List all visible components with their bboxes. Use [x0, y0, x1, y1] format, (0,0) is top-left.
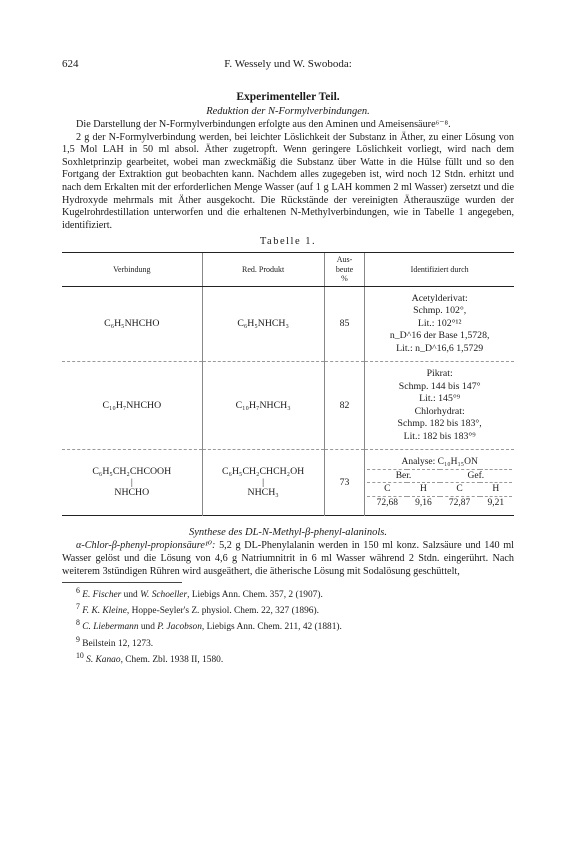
row1-ident-line: Lit.: 102°¹²: [417, 317, 462, 329]
section-subtitle: Reduktion der N-Formylverbindungen.: [206, 106, 370, 117]
footnote-author2: W. Schoeller: [140, 590, 188, 601]
footnote-text: und: [121, 590, 141, 601]
header-ausbeute-line3: %: [341, 274, 348, 284]
section-title: Experimenteller Teil.: [236, 91, 340, 103]
paragraph-procedure: 2 g der N-Formylverbindung werden, bei leichter Löslichkeit der Substanz in Äther, zu einer Lösung von 1,5 Mol LAH in 50 ml absol. Äther zugetropft. Wenn geringere Löslichkeit vorliegt, wird nach dem Soxhletprinzip gearbeitet, wobei man zweckmäßig die Substanz über Watte in die Hülse füllt und so den Fortgang der Extraktion gut beobachten kann. Nachdem alles zugegeben ist, wird noch 12 Stdn. erhitzt und nach dem Erkalten mit der erforderlichen Menge Wasser (auf 1 g LAH kommen 2 ml Wasser) zersetzt und die Hydroxyde mehrmals mit Äther ausgekocht. Die Rückstände der vereinigten Ätherauszüge wurden der Kugelrohrdestillation unterworfen und die erhaltenen N-Methylverbindungen, wie in Tabelle 1 angegeben, identifiziert.: [62, 131, 514, 231]
running-head-authors: F. Wessely und W. Swoboda:: [224, 58, 352, 70]
row3-ausbeute: 73: [324, 450, 365, 516]
analysis-ber: Ber.: [367, 469, 439, 483]
footnote-author: E. Fischer: [82, 590, 122, 601]
row1-produkt: C₆H₅NHCH₃: [202, 286, 324, 362]
row3-produkt-top: C₆H₅CH₂CHCH₂OH: [222, 466, 305, 478]
row3-produkt: [202, 450, 324, 516]
synthesis-lead: α-Chlor-β-phenyl-propionsäure¹⁰:: [76, 540, 216, 552]
row3-verbindung: [62, 450, 202, 516]
footnote-text: Beilstein 12, 1273.: [82, 638, 154, 649]
footnote-rest: , Liebigs Ann. Chem. 357, 2 (1907).: [187, 590, 323, 601]
bond-line: |: [130, 476, 133, 488]
row2-ident-line: Lit.: 182 bis 183°⁹: [403, 430, 476, 442]
footnote: [62, 617, 514, 633]
row2-produkt: C₁₀H₇NHCH₃: [202, 362, 324, 450]
page-number: 624: [62, 58, 79, 70]
footnote-text: , Hoppe-Seyler's Z. physiol. Chem. 22, 327 (1896).: [126, 606, 319, 617]
row2-ident-line: Chlorhydrat:: [414, 405, 465, 417]
row2-ident: [365, 362, 514, 450]
table-header-row: [62, 253, 514, 287]
footnote-rest: , Liebigs Ann. Chem. 211, 42 (1881).: [201, 622, 342, 633]
row1-ident-line: n_D^16 der Base 1,5728,: [389, 330, 490, 342]
analysis-value: 9,21: [487, 497, 505, 508]
analysis-gef: Gef.: [440, 469, 512, 483]
footnote-text: , Chem. Zbl. 1938 II, 1580.: [120, 654, 224, 665]
header-ausbeute: [324, 253, 365, 287]
analysis-element: H: [407, 483, 439, 497]
row3-ident: [365, 450, 514, 516]
row2-ident-line: Schmp. 144 bis 147°: [398, 380, 481, 392]
footnote-number: 9: [76, 634, 80, 644]
row2-ausbeute: 82: [324, 362, 365, 450]
analysis-value: 72,87: [448, 497, 471, 508]
analysis-element: H: [480, 483, 512, 497]
footnote: [62, 650, 514, 666]
row1-ident: [365, 286, 514, 362]
table-title: Tabelle 1.: [259, 236, 317, 248]
header-verbindung: Verbindung: [62, 253, 202, 287]
row2-ident-line: Schmp. 182 bis 183°,: [397, 418, 482, 430]
footnote: [62, 585, 514, 601]
header-ident: Identifiziert durch: [365, 253, 514, 287]
analysis-formula: Analyse: C₁₀H₁₅ON: [367, 456, 512, 469]
analysis-value: 72,68: [376, 497, 398, 508]
row1-ident-line: Lit.: n_D^16,6 1,5729: [396, 342, 484, 354]
analysis-table: [367, 456, 512, 509]
bond-line: |: [262, 476, 265, 488]
analysis-element: C: [367, 483, 407, 497]
header-ausbeute-line1: Aus-: [336, 255, 353, 265]
footnote-number: 6: [76, 586, 80, 596]
footnote: [62, 601, 514, 617]
footnote-number: 7: [76, 602, 80, 612]
synthesis-text: 5,2 g DL-Phenylalanin werden in 150 ml konz. Salzsäure und 140 ml Wasser gelöst und die Lösung von 4,6 g Natriumnitrit in 6 ml Wasser während 2 Stdn. eingerührt. Nach weiterem 3stündigen Rühren wird ausgeäthert, die ätherische Lösung mit Sodalösung geschüttelt,: [62, 540, 514, 577]
row1-verbindung: C₆H₅NHCHO: [62, 286, 202, 362]
row2-verbindung: C₁₀H₇NHCHO: [62, 362, 202, 450]
row3-verbindung-bottom: NHCHO: [114, 486, 150, 498]
row3-produkt-bottom: NHCH₃: [247, 486, 279, 498]
synthesis-paragraph: [62, 540, 514, 578]
footnote-text: und: [138, 622, 158, 633]
paragraph-intro: Die Darstellung der N-Formylverbindungen erfolgte aus den Aminen und Ameisensäure⁶⁻⁸.: [76, 119, 451, 130]
footnote-author: S. Kanao: [86, 654, 121, 665]
row3-verbindung-top: C₆H₅CH₂CHCOOH: [92, 466, 172, 478]
analysis-element: C: [440, 483, 480, 497]
row1-ident-line: Schmp. 102°,: [413, 305, 467, 317]
synthesis-title: Synthese des DL-N-Methyl-β-phenyl-alaninols.: [189, 527, 387, 539]
header-produkt: Red. Produkt: [202, 253, 324, 287]
row1-ident-line: Acetylderivat:: [411, 292, 468, 304]
row2-ident-line: Pikrat:: [426, 368, 453, 380]
page: [62, 58, 514, 666]
footnote-author2: P. Jacobson: [157, 622, 202, 633]
results-table: [62, 252, 514, 516]
footnote-author: F. K. Kleine: [82, 606, 127, 617]
header-ausbeute-line2: beute: [335, 264, 354, 274]
table-row: [62, 362, 514, 450]
row1-ausbeute: 85: [324, 286, 365, 362]
footnote-rule: [62, 582, 182, 583]
table-row: [62, 450, 514, 516]
footnote-number: 10: [76, 650, 84, 660]
table-row: [62, 286, 514, 362]
analysis-value: 9,16: [415, 497, 432, 508]
footnote-author: C. Liebermann: [82, 622, 139, 633]
running-header: [62, 58, 514, 76]
footnote: [62, 634, 514, 650]
footnote-number: 8: [76, 618, 80, 628]
row2-ident-line: Lit.: 145°⁹: [419, 393, 461, 405]
